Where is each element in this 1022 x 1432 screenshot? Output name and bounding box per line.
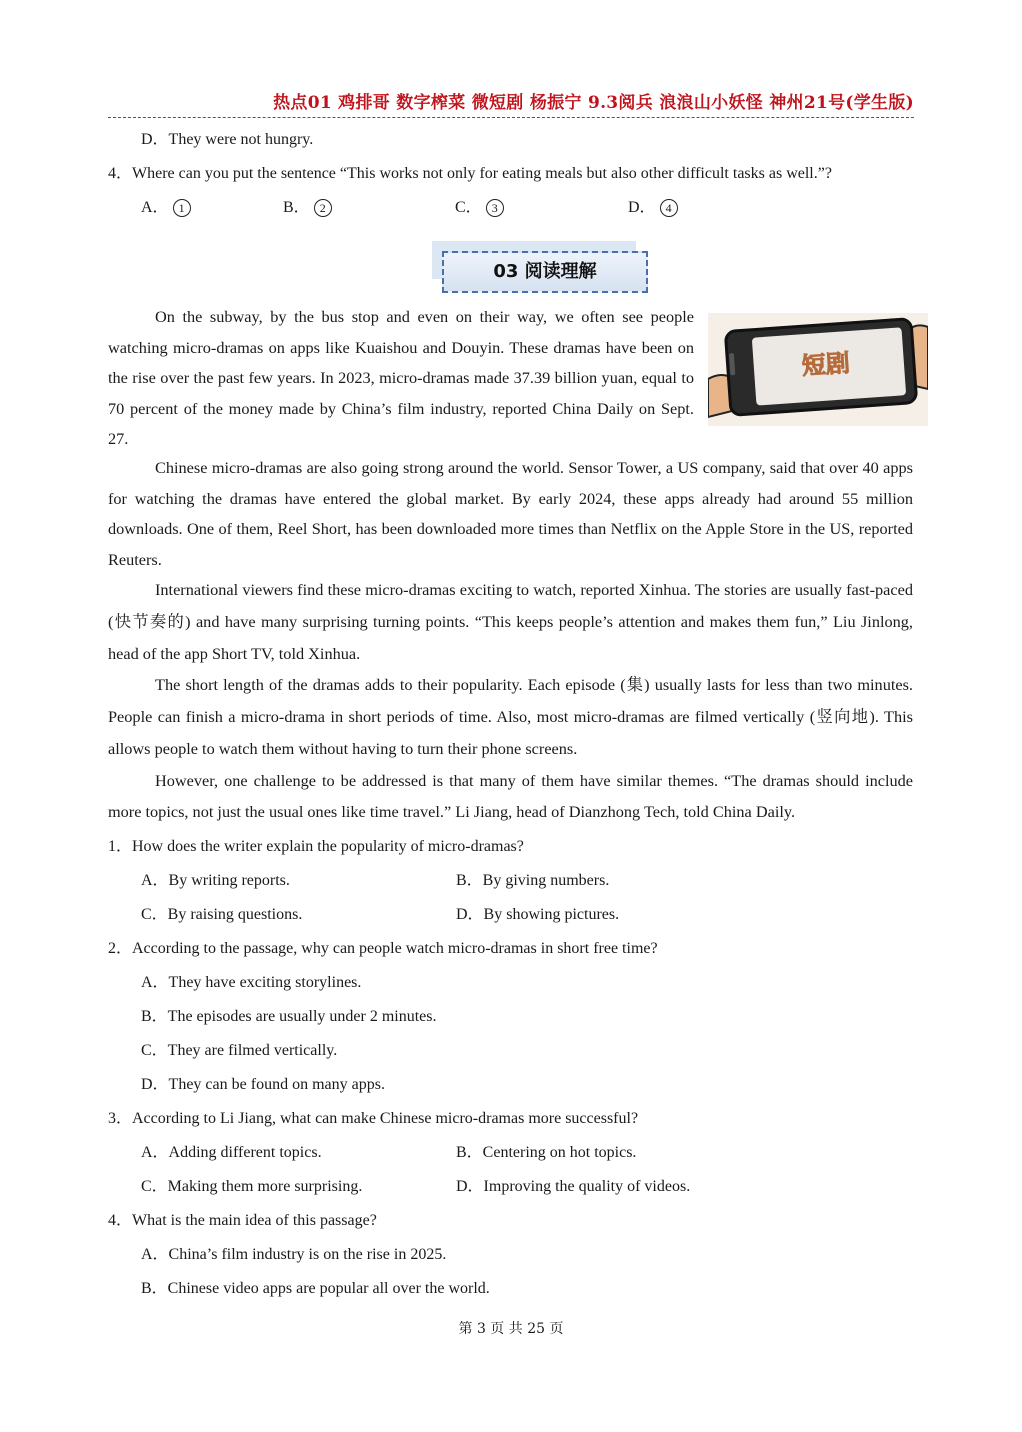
prev-q4-option-a [141,194,191,217]
paragraph-text: However, one challenge to be addressed is that many of them have similar themes. “The dramas should include more topics, not just the usual ones like time travel.” Li Jiang, head of Dianzhong Tech, told China Daily. [108,771,913,821]
q2-option-a: A．They have exciting storylines. [141,974,362,991]
prev-q4-option-b [283,194,332,217]
q2-option-b: B．The episodes are usually under 2 minutes. [141,1008,437,1025]
passage-paragraph-4 [108,669,913,765]
circled-number-2: 2 [314,199,332,217]
option-letter: D． [628,199,656,216]
passage-paragraph-5 [108,766,913,827]
question-4: 4．What is the main idea of this passage? [108,1212,377,1229]
q3-option-a: A．Adding different topics. [141,1144,322,1161]
option-letter: A． [141,199,169,216]
circled-number-1: 1 [173,199,191,217]
phone-drawing [708,313,928,426]
q1-option-b: B．By giving numbers. [456,872,610,889]
q3-option-d: D．Improving the quality of videos. [456,1178,691,1195]
question-3: 3．According to Li Jiang, what can make Chinese micro-dramas more successful? [108,1110,639,1127]
q2-option-d: D．They can be found on many apps. [141,1076,385,1093]
circled-number-3: 3 [486,199,504,217]
prev-q4-option-d [628,194,678,217]
prev-option-d: D．They were not hungry. [141,131,314,148]
passage-paragraph-3 [108,574,913,670]
section-title: 03 阅读理解 [442,251,648,293]
question-2: 2．According to the passage, why can people watch micro-dramas in short free time? [108,940,658,957]
passage-paragraph-1 [108,302,694,455]
circled-number-4: 4 [660,199,678,217]
q1-option-c: C．By raising questions. [141,906,303,923]
option-letter: B． [283,199,310,216]
prev-q4-option-c [455,194,504,217]
paragraph-text: On the subway, by the bus stop and even on their way, we often see people watching micro-dramas on apps like Kuaishou and Douyin. These dramas have been on the rise over the past few years. In 2023, micro-dramas made 37.39 billion yuan, equal to 70 percent of the money made by China’s film industry, reported China Daily on Sept. 27. [108,307,694,448]
q1-option-d: D．By showing pictures. [456,906,620,923]
q2-option-c: C．They are filmed vertically. [141,1042,338,1059]
q3-option-b: B．Centering on hot topics. [456,1144,637,1161]
q1-option-a: A．By writing reports. [141,872,290,889]
page-footer: 第 3 页 共 25 页 [458,1321,564,1337]
paragraph-text: The short length of the dramas adds to their popularity. Each episode (集) usually lasts for less than two minutes. People can finish a micro-drama in short periods of time. Also, most micro-dramas are filmed vertically (竖向地). This allows people to watch them without having to turn their phone screens. [108,675,913,758]
phone-image [708,313,928,426]
paragraph-text: International viewers find these micro-dramas exciting to watch, reported Xinhua. The stories are usually fast-paced (快节奏的) and have many surprising turning points. “This keeps people’s attention and makes them fun,” Liu Jinlong, head of the app Short TV, told Xinhua. [108,580,913,663]
question-1: 1．How does the writer explain the popularity of micro-dramas? [108,838,524,855]
option-letter: C． [455,199,482,216]
page-header-title: 热点01 鸡排哥 数字榨菜 微短剧 杨振宁 9.3阅兵 浪浪山小妖怪 神州21号(学生版) [108,88,914,118]
phone-screen-text: 短剧 [800,349,851,381]
q4-option-a: A．China’s film industry is on the rise in 2025. [141,1246,447,1263]
paragraph-text: Chinese micro-dramas are also going strong around the world. Sensor Tower, a US company, said that over 40 apps for watching the dramas have entered the global market. By early 2024, these apps already had around 55 million downloads. One of them, Reel Short, has been downloaded more times than Netflix on the Apple Store in the US, reported Reuters. [108,458,913,569]
prev-question-4: 4．Where can you put the sentence “This works not only for eating meals but also other difficult tasks as well.”? [108,165,832,182]
passage-paragraph-2 [108,453,913,575]
q4-option-b: B．Chinese video apps are popular all over the world. [141,1280,490,1297]
q3-option-c: C．Making them more surprising. [141,1178,363,1195]
